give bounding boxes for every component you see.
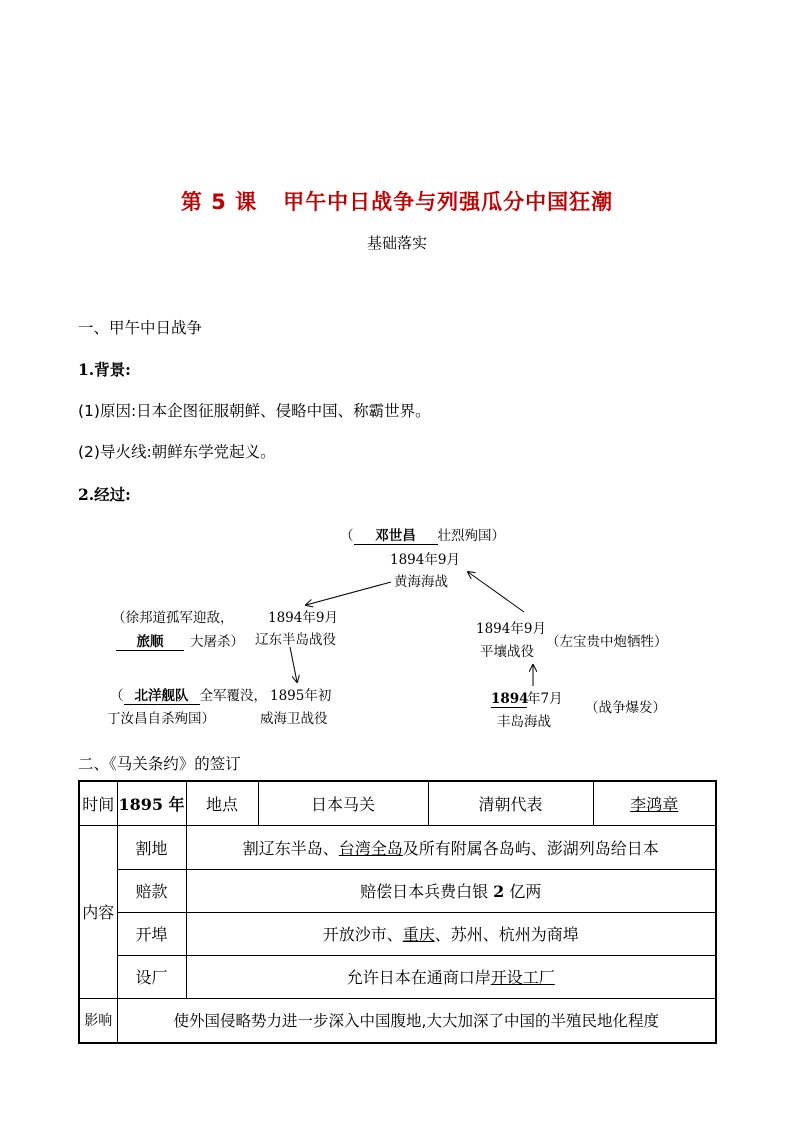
row-label: 赔款 [117, 869, 186, 912]
lesson-number: 第 5 课 [180, 190, 258, 214]
row-value: 开放沙市、重庆、苏州、杭州为商埠 [186, 912, 716, 955]
table-row [79, 998, 716, 1043]
liaodong-date: 1894年9月 [268, 610, 338, 626]
yellow-sea-battle: 黄海海战 [394, 574, 448, 590]
background-label: 1.背景: [78, 360, 131, 379]
treaty-table [78, 780, 717, 1044]
liaodong-note-2: 旅顺 大屠杀） [116, 630, 244, 651]
fengdao-date: 1894年7月 [491, 691, 563, 707]
table-row [79, 912, 716, 955]
fengdao-note: （战争爆发） [585, 700, 666, 716]
fengdao-battle: 丰岛海战 [497, 714, 551, 730]
section1-heading: 一、甲午中日战争 [78, 319, 203, 337]
time-value: 1895 年 [117, 781, 186, 825]
answer-blank: 北洋舰队 [124, 684, 200, 705]
weihaiwei-note: （ 北洋舰队 全军覆没， [110, 684, 267, 705]
table-row [79, 869, 716, 912]
row-value: 赔偿日本兵费白银 2 亿两 [186, 869, 716, 912]
row-label: 设厂 [117, 955, 186, 998]
weihaiwei-battle: 威海卫战役 [260, 711, 328, 727]
row-label: 割地 [117, 825, 186, 869]
answer-blank: 旅顺 [116, 630, 184, 651]
table-row [79, 955, 716, 998]
yellow-sea-note: （ 邓世昌 壮烈殉国） [340, 524, 505, 545]
rep-value: 李鸿章 [593, 781, 716, 825]
weihaiwei-note-2: 丁汝昌自杀殉国） [107, 711, 215, 727]
place-value: 日本马关 [258, 781, 428, 825]
arrow-pyongyang-to-yellow-sea [468, 572, 524, 612]
liaodong-note: （徐邦道孤军迎敌， [112, 610, 234, 626]
row-value: 允许日本在通商口岸开设工厂 [186, 955, 716, 998]
answer-blank: 邓世昌 [354, 524, 438, 545]
weihaiwei-date: 1895年初 [270, 688, 332, 704]
background-trigger: (2)导火线:朝鲜东学党起义。 [78, 443, 276, 461]
pyongyang-note: （左宝贵中炮牺牲） [546, 634, 668, 650]
impact-label: 影响 [79, 998, 117, 1043]
pyongyang-battle: 平壤战役 [480, 644, 534, 660]
answer-blank: 1894 [491, 691, 529, 707]
background-cause: (1)原因:日本企图征服朝鲜、侵略中国、称霸世界。 [78, 402, 431, 420]
liaodong-battle: 辽东半岛战役 [255, 632, 336, 648]
lesson-topic: 甲午中日战争与列强瓜分中国狂潮 [283, 190, 614, 214]
arrow-liaodong-to-weihaiwei [290, 647, 297, 682]
content-label: 内容 [79, 825, 117, 998]
arrow-yellow-sea-to-liaodong [306, 582, 391, 605]
pyongyang-date: 1894年9月 [476, 621, 546, 637]
page-subtitle: 基础落实 [366, 234, 427, 252]
yellow-sea-date: 1894年9月 [390, 552, 460, 568]
process-label: 2.经过: [78, 485, 131, 504]
row-label: 开埠 [117, 912, 186, 955]
impact-value: 使外国侵略势力进一步深入中国腹地,大大加深了中国的半殖民地化程度 [117, 998, 716, 1043]
table-row [79, 781, 716, 825]
time-label: 时间 [79, 781, 117, 825]
row-value: 割辽东半岛、台湾全岛及所有附属各岛屿、澎湖列岛给日本 [186, 825, 716, 869]
place-label: 地点 [186, 781, 258, 825]
section2-heading: 二、《马关条约》的签订 [78, 755, 241, 773]
rep-label: 清朝代表 [428, 781, 593, 825]
table-row [79, 825, 716, 869]
